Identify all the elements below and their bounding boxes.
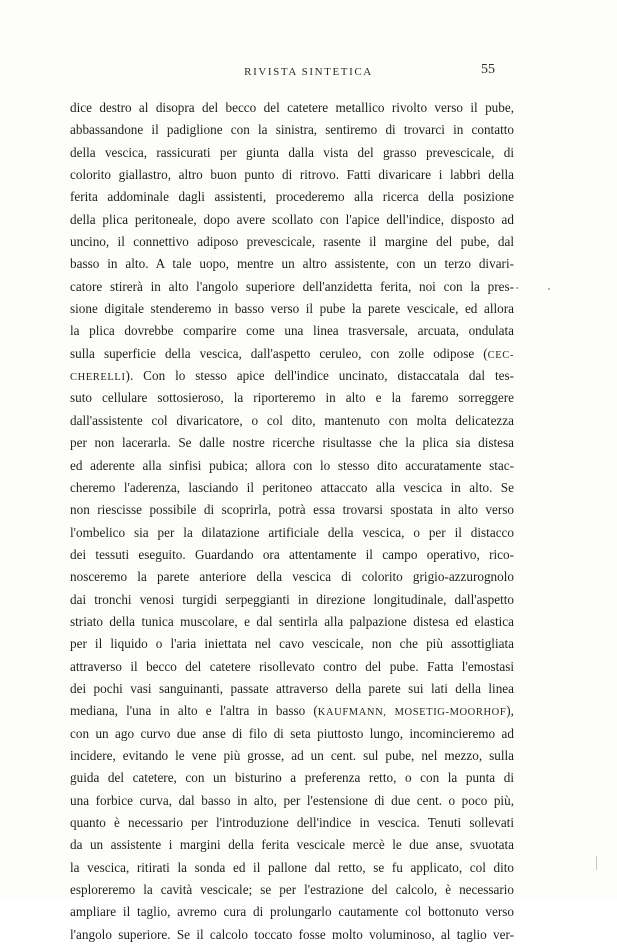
text-segment: attraverso il becco del catetere risollevato contro del pube. Fatta l'emostasi — [70, 658, 514, 674]
text-line — [70, 812, 514, 834]
text-segment: ). Con lo stesso apice dell'indice uncinato, distaccatala dal tes- — [125, 368, 514, 384]
text-segment: una forbice curva, dal basso in alto, per l'estensione di due cent. o poco più, — [70, 792, 514, 808]
body-text — [70, 97, 514, 946]
text-segment: abbassandone il padiglione con la sinistra, sentiremo di trovarci in contatto — [70, 122, 514, 138]
small-caps-name: CHERELLI — [70, 372, 126, 384]
text-line — [70, 499, 514, 521]
text-segment: l'ombelico sia per la dilatazione artificiale della vescica, o per il distacco — [70, 524, 514, 540]
text-segment: ampliare il taglio, avremo cura di prolungarlo cautamente col bottonuto verso — [70, 904, 514, 920]
text-segment: per non lacerarla. Se dalle nostre ricerche risultasse che la plica sia distesa — [70, 435, 514, 451]
text-segment: ferita addominale dagli assistenti, procederemo alla ricerca della posizione — [70, 189, 514, 205]
text-line — [70, 119, 514, 141]
text-segment: suto cellulare sottosieroso, la riporteremo in alto e la faremo sorreggere — [70, 390, 514, 406]
text-line — [70, 209, 514, 231]
text-segment: colorito giallastro, altro buon punto di ritrovo. Fatti divaricare i labbri della — [70, 167, 514, 183]
text-segment: nosceremo la parete anteriore della vescica di colorito grigio-azzurognolo — [70, 569, 514, 585]
text-line — [70, 432, 514, 454]
text-segment: ed aderente alla sinfisi pubica; allora con lo stesso dito accuratamente stac- — [70, 457, 514, 473]
text-line — [70, 142, 514, 164]
text-line — [70, 276, 514, 298]
text-line — [70, 790, 514, 812]
text-line — [70, 901, 514, 923]
text-segment: la plica dovrebbe comparire come una linea trasversale, arcuata, ondulata — [70, 323, 514, 339]
text-segment: della vescica, rassicurati per giunta dalla vista del grasso prevescicale, di — [70, 144, 514, 160]
small-caps-name: KAUFMANN, MOSETIG-MOORHOF — [317, 707, 507, 719]
text-segment: la vescica, ritirati la sonda ed il pallone dal retto, se fu applicato, col dito — [70, 859, 514, 875]
text-segment: basso in alto. A tale uopo, mentre un altro assistente, con un terzo divari- — [70, 256, 514, 272]
text-segment: mediana, l'una in alto e l'altra in basso ( — [70, 703, 318, 719]
text-line — [70, 745, 514, 767]
text-line — [70, 924, 514, 946]
text-segment: con un ago curvo due anse di filo di seta piuttosto lungo, incomincieremo ad — [70, 725, 514, 741]
text-segment: uncino, il connettivo adiposo prevescicale, rasente il margine del pube, dal — [70, 234, 514, 250]
text-line — [70, 477, 514, 499]
text-segment: esploreremo la cavità vescicale; se per l'estrazione del calcolo, è necessario — [70, 882, 514, 898]
text-line — [70, 343, 514, 365]
page-number: 55 — [481, 62, 495, 77]
text-segment: dei tessuti eseguito. Guardando ora attentamente il campo operativo, rico- — [70, 546, 514, 562]
text-segment: non riescisse possibile di scoprirla, potrà essa trovarsi spostata in alto verso — [70, 502, 514, 518]
text-line — [70, 656, 514, 678]
text-segment: cheremo l'aderenza, lasciando il peritoneo attaccato alla vescica in alto. Se — [70, 479, 514, 495]
text-line — [70, 857, 514, 879]
text-segment: dei pochi vasi sanguinanti, passate attraverso della parete sui lati della linea — [70, 680, 514, 696]
text-segment: guida del catetere, con un bisturino a preferenza retto, o con la punta di — [70, 770, 514, 786]
text-line — [70, 834, 514, 856]
text-segment: catore stirerà in alto l'angolo superiore dell'anzidetta ferita, noi con la pres- — [70, 278, 514, 294]
small-caps-name: CEC- — [487, 349, 514, 361]
text-line — [70, 566, 514, 588]
text-line — [70, 678, 514, 700]
binding-mark — [596, 856, 597, 870]
text-segment: sione digitale stenderemo in basso verso il pube la parete vescicale, ed allora — [70, 301, 514, 317]
text-line — [70, 253, 514, 275]
text-line — [70, 589, 514, 611]
text-line — [70, 455, 514, 477]
paper-speck — [516, 287, 518, 289]
text-segment: dai tronchi venosi turgidi serpeggianti in direzione longitudinale, dall'aspetto — [70, 591, 514, 607]
text-segment: quanto è necessario per l'introduzione dell'indice in vescica. Tenuti sollevati — [70, 815, 514, 830]
paper-speck — [548, 288, 550, 290]
text-segment: ), — [506, 703, 514, 719]
text-segment: l'angolo superiore. Se il calcolo toccato fosse molto voluminoso, al taglio ver- — [70, 926, 514, 942]
text-line — [70, 387, 514, 409]
text-segment: sulla superficie della vescica, dall'aspetto ceruleo, con zolle odipose ( — [70, 345, 488, 361]
text-line — [70, 186, 514, 208]
text-line — [70, 164, 514, 186]
text-segment: da un assistente i margini della ferita vescicale mercè le due anse, svuotata — [70, 837, 514, 853]
text-line — [70, 522, 514, 544]
text-line — [70, 611, 514, 633]
text-line — [70, 320, 514, 342]
text-line — [70, 97, 514, 119]
text-line — [70, 633, 514, 655]
text-line — [70, 723, 514, 745]
text-line — [70, 700, 514, 722]
text-line — [70, 410, 514, 432]
text-segment: striato della tunica muscolare, e dal sentirla alla palpazione distesa ed elastica — [70, 613, 514, 629]
text-line — [70, 231, 514, 253]
text-segment: della plica peritoneale, dopo avere scollato con l'apice dell'indice, disposto ad — [70, 211, 514, 227]
text-segment: per il liquido o l'aria iniettata nel cavo vescicale, non che più assottigliata — [70, 636, 514, 652]
text-line — [70, 298, 514, 320]
text-line — [70, 879, 514, 901]
text-line — [70, 365, 514, 387]
text-segment: dice destro al disopra del becco del catetere metallico rivolto verso il pube, — [70, 100, 514, 115]
text-line — [70, 767, 514, 789]
text-line — [70, 544, 514, 566]
running-title: RIVISTA SINTETICA — [244, 66, 373, 78]
text-segment: incidere, evitando le vene più grosse, ad un cent. sul pube, nel mezzo, sulla — [70, 747, 514, 763]
text-segment: dall'assistente col divaricatore, o col dito, mantenuto con molta delicatezza — [70, 412, 514, 428]
